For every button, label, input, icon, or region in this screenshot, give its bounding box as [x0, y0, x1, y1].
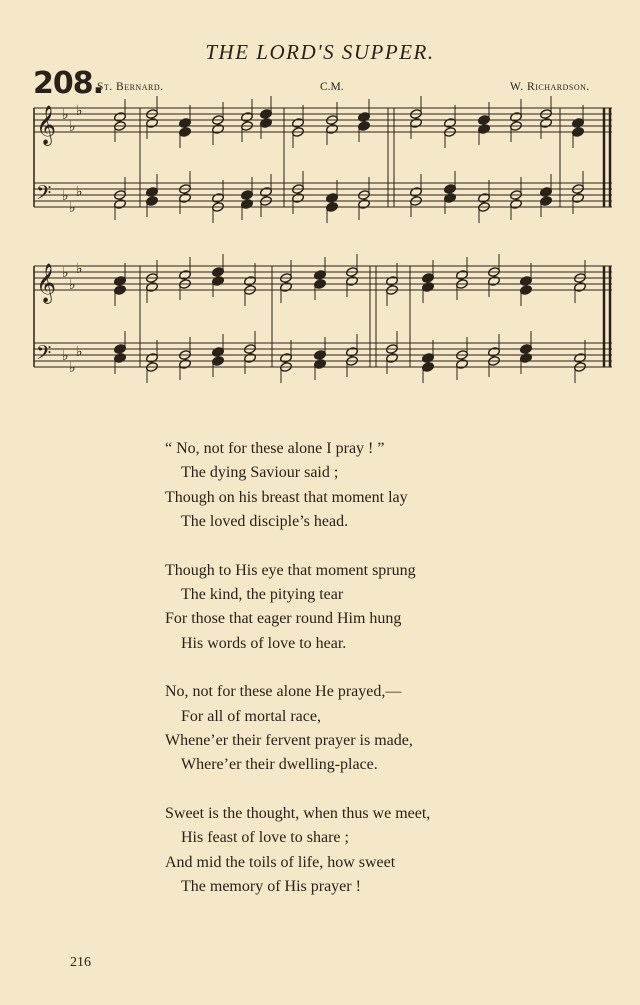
stanza-line: Whene’er their fervent prayer is made,: [165, 732, 413, 750]
flat-icon: ♭: [69, 200, 76, 216]
flat-icon: ♭: [62, 188, 69, 204]
treble-clef-icon: 𝄞: [36, 105, 57, 145]
stanza-line: And mid the toils of life, how sweet: [165, 853, 396, 871]
bass-clef-icon: 𝄢: [36, 181, 52, 209]
stanza: [165, 680, 585, 778]
stanza-line: His words of love to hear.: [181, 634, 347, 652]
stanza-line: For those that eager round Him hung: [165, 610, 402, 628]
stanza-line: “ No, not for these alone I pray ! ”: [165, 440, 385, 457]
flat-icon: ♭: [76, 344, 83, 360]
flat-icon: ♭: [69, 277, 76, 293]
flat-icon: ♭: [76, 103, 83, 119]
section-title: THE LORD'S SUPPER.: [205, 40, 435, 64]
stanza-line: No, not for these alone He prayed,—: [165, 683, 402, 701]
tune-name: St. Bernard.: [97, 81, 164, 93]
treble-clef-icon: 𝄞: [36, 263, 57, 303]
stanza: [165, 802, 585, 900]
composer: W. Richardson.: [510, 81, 590, 93]
stanza-line: The kind, the pitying tear: [181, 586, 344, 604]
stanza-line: Though to His eye that moment sprung: [165, 561, 416, 579]
stanza-line: Sweet is the thought, when thus we meet,: [165, 804, 431, 822]
stanza: [165, 559, 585, 657]
flat-icon: ♭: [76, 261, 83, 277]
stanza-line: For all of mortal race,: [181, 707, 321, 725]
stanza-line: The loved disciple’s head.: [181, 513, 349, 531]
hymn-number: 208.: [33, 66, 104, 101]
flat-icon: ♭: [76, 184, 83, 200]
hymn-text: [165, 437, 585, 924]
flat-icon: ♭: [62, 348, 69, 364]
flat-icon: ♭: [69, 360, 76, 376]
stanza-line: Where’er their dwelling-place.: [181, 756, 378, 774]
stanza-line: The dying Saviour said ;: [181, 464, 339, 482]
stanza-line: His feast of love to share ;: [181, 829, 349, 847]
stanza-line: The memory of His prayer !: [181, 878, 361, 896]
page-number: 216: [70, 955, 91, 970]
flat-icon: ♭: [62, 265, 69, 281]
flat-icon: ♭: [69, 119, 76, 135]
meter: C.M.: [320, 81, 344, 93]
stanza-line: Though on his breast that moment lay: [165, 488, 408, 506]
stanza: [165, 437, 585, 535]
flat-icon: ♭: [62, 107, 69, 123]
bass-clef-icon: 𝄢: [36, 341, 52, 369]
music-score: [0, 0, 640, 420]
